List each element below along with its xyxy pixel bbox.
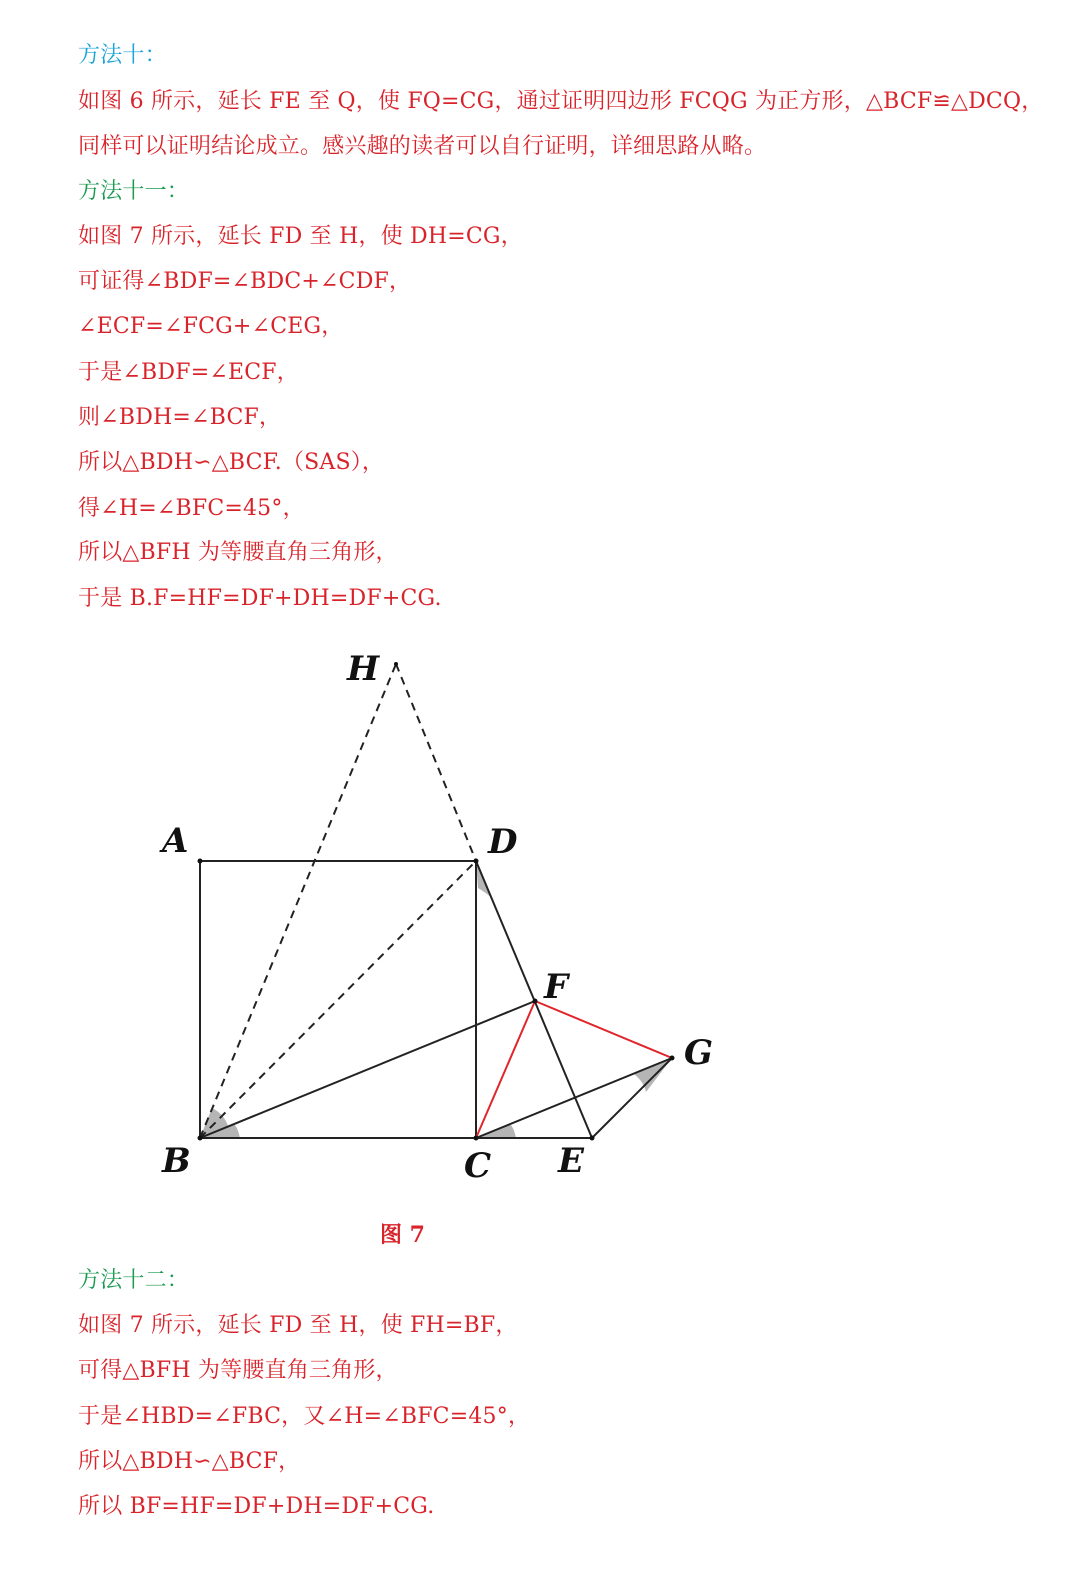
point-label-g: G xyxy=(684,1033,714,1073)
method11-line-8: 所以△BFH 为等腰直角三角形， xyxy=(78,540,398,565)
method12-line-5: 所以 BF=HF=DF+DH=DF+CG. xyxy=(78,1494,435,1519)
segment-eg xyxy=(592,1058,672,1138)
method11-heading: 方法十一： xyxy=(78,179,190,204)
point-c-dot xyxy=(474,1136,479,1141)
point-e-dot xyxy=(590,1136,595,1141)
point-label-c: C xyxy=(464,1146,492,1186)
point-label-h: H xyxy=(347,649,380,689)
point-label-a: A xyxy=(162,821,189,861)
point-label-f: F xyxy=(544,967,569,1007)
method11-line-1: 如图 7 所示，延长 FD 至 H，使 DH=CG， xyxy=(78,224,523,249)
method11-line-2: 可证得∠BDF=∠BDC+∠CDF， xyxy=(78,269,412,294)
point-g-dot xyxy=(670,1056,675,1061)
method11-line-7: 得∠H=∠BFC=45°， xyxy=(78,496,305,521)
method12-line-1: 如图 7 所示，延长 FD 至 H，使 FH=BF， xyxy=(78,1313,518,1338)
point-label-e: E xyxy=(558,1141,584,1181)
point-a-dot xyxy=(198,859,203,864)
method11-line-6: 所以△BDH∽△BCF.（SAS）， xyxy=(78,450,385,475)
segment-hd-dashed xyxy=(396,664,476,861)
method12-line-3: 于是∠HBD=∠FBC，又∠H=∠BFC=45°， xyxy=(78,1404,531,1429)
method12-line-4: 所以△BDH∽△BCF， xyxy=(78,1449,301,1474)
method11-line-9: 于是 B.F=HF=DF+DH=DF+CG. xyxy=(78,586,442,611)
method11-line-3: ∠ECF=∠FCG+∠CEG， xyxy=(78,314,344,339)
method11-line-4: 于是∠BDF=∠ECF， xyxy=(78,360,299,385)
method10-line-1: 如图 6 所示，延长 FE 至 Q，使 FQ=CG，通过证明四边形 FCQG 为正方形，△BCF≌△DCQ， xyxy=(78,89,1044,114)
method11-line-5: 则∠BDH=∠BCF， xyxy=(78,405,282,430)
segment-bh-dashed xyxy=(200,664,396,1138)
point-d-dot xyxy=(474,859,479,864)
method10-heading: 方法十： xyxy=(78,43,167,68)
point-label-b: B xyxy=(162,1141,191,1181)
method12-line-2: 可得△BFH 为等腰直角三角形， xyxy=(78,1358,398,1383)
method10-line-2: 同样可以证明结论成立。感兴趣的读者可以自行证明，详细思路从略。 xyxy=(78,134,767,159)
point-h-dot xyxy=(394,662,398,666)
point-b-dot xyxy=(198,1136,203,1141)
point-label-d: D xyxy=(488,822,518,862)
point-f-dot xyxy=(533,999,538,1004)
method12-heading: 方法十二： xyxy=(78,1268,190,1293)
segment-bd-dashed xyxy=(200,861,476,1138)
figure-caption: 图 7 xyxy=(380,1222,425,1248)
